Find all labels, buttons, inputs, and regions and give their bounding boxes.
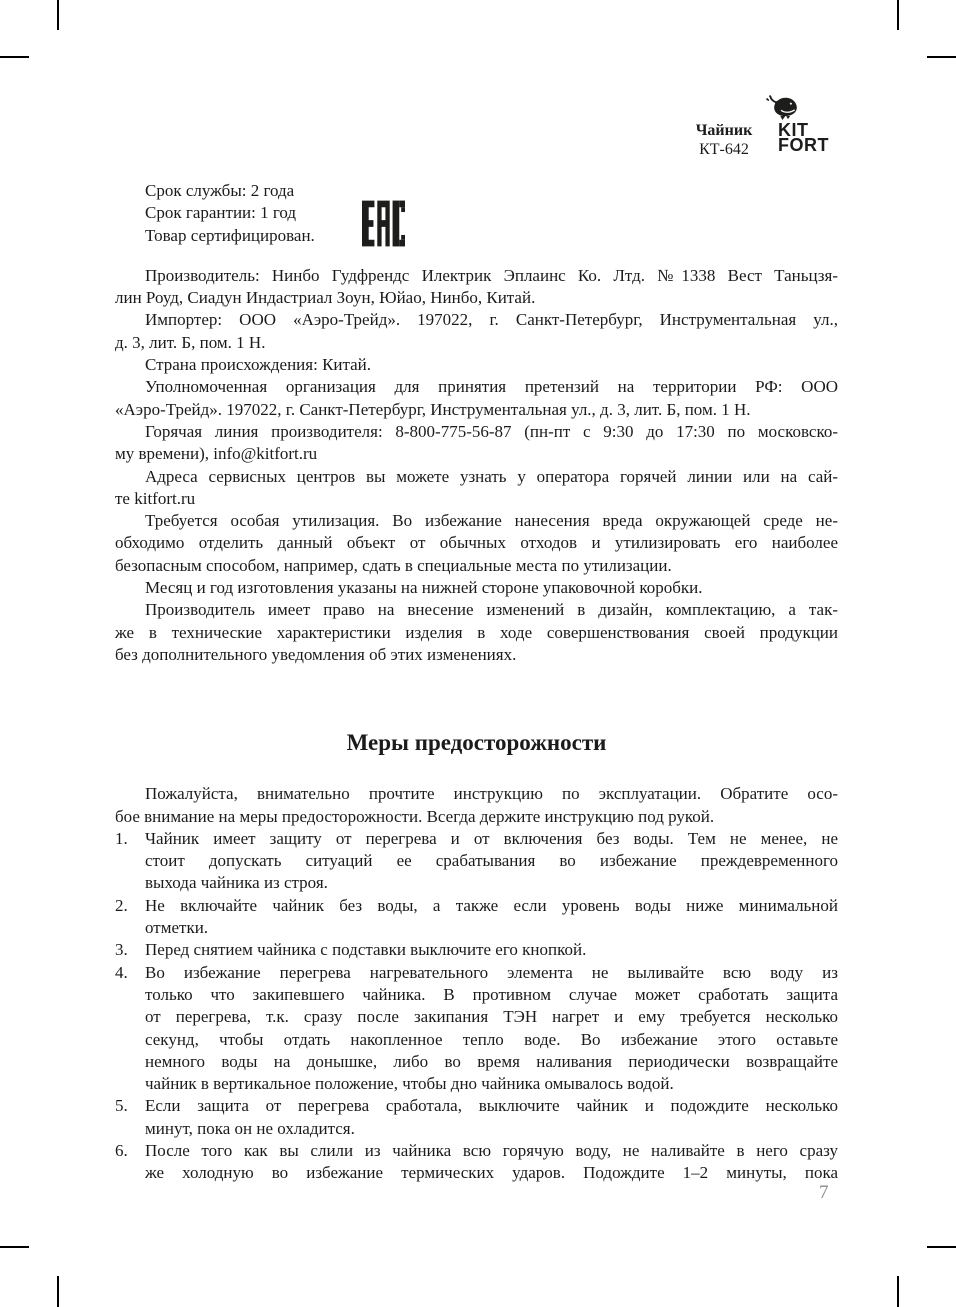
list-item-marker: 6. bbox=[115, 1140, 128, 1160]
list-item-line: Чайник имеет защиту от перегрева и от включения без воды. Тем не менее, не bbox=[145, 828, 838, 848]
precaution-item bbox=[115, 1140, 838, 1185]
list-item-line: отметки. bbox=[145, 918, 209, 938]
list-item-text bbox=[145, 1095, 838, 1140]
crop-mark-bottom-left-v bbox=[57, 1276, 59, 1307]
paragraph-line: Адреса сервисных центров вы можете узнать у оператора горячей линии или на сай- bbox=[145, 466, 838, 486]
paragraph-line: Импортер: ООО «Аэро-Трейд». 197022, г. Санкт-Петербург, Инструментальная ул., bbox=[145, 310, 838, 330]
list-item-line: После того как вы слили из чайника всю горячую воду, не наливайте в него сразу bbox=[145, 1140, 838, 1160]
paragraph-line: без дополнительного уведомления об этих изменениях. bbox=[115, 644, 517, 664]
intro-line: бое внимание на меры предосторожности. Всегда держите инструкцию под рукой. bbox=[115, 806, 715, 826]
paragraph bbox=[115, 510, 838, 577]
paragraph-line: Страна происхождения: Китай. bbox=[145, 355, 372, 375]
text-column bbox=[115, 180, 838, 1185]
crop-mark-top-left-v bbox=[57, 0, 59, 30]
list-item-line: от перегрева, т.к. сразу после закипания ТЭН нагрет и ему требуется несколько bbox=[145, 1007, 838, 1027]
list-item-text bbox=[145, 962, 838, 1096]
paragraph-line: те kitfort.ru bbox=[115, 488, 196, 508]
list-item-marker: 3. bbox=[115, 940, 128, 960]
list-item-line: минут, пока он не охладится. bbox=[145, 1118, 355, 1138]
paragraph bbox=[115, 599, 838, 666]
paragraph bbox=[115, 265, 838, 310]
list-item-text bbox=[145, 939, 838, 961]
paragraph-line: му времени), info@kitfort.ru bbox=[115, 444, 318, 464]
info-line: Товар сертифицирован. bbox=[145, 225, 315, 245]
brand-word-fort: FORT bbox=[778, 135, 829, 155]
paragraph-line: Производитель: Нинбо Гудфрендс Илектрик Эплаинс Ко. Лтд. №1338 Вест Таньцзя- bbox=[145, 265, 838, 285]
list-item-text bbox=[145, 1140, 838, 1185]
list-item-marker: 5. bbox=[115, 1096, 128, 1116]
info-line: Срок гарантии: 1 год bbox=[145, 203, 297, 223]
list-item-line: немного воды на донышке, либо во время наливания периодически возвращайте bbox=[145, 1051, 838, 1071]
paragraph-line: обходимо отделить данный объект от обычных отходов и утилизировать его наиболее bbox=[115, 533, 838, 553]
crop-mark-top-right-v bbox=[897, 0, 899, 30]
list-item-marker: 1. bbox=[115, 828, 128, 848]
list-item-line: Во избежание перегрева нагревательного элемента не выливайте всю воду из bbox=[145, 962, 838, 982]
paragraph-line: Месяц и год изготовления указаны на нижней стороне упаковочной коробки. bbox=[145, 578, 703, 598]
paragraph bbox=[115, 421, 838, 466]
precaution-item bbox=[115, 895, 838, 940]
crop-mark-top-right-h bbox=[927, 56, 956, 58]
brand-word-kit: KIT bbox=[778, 120, 809, 140]
list-item-line: Перед снятием чайника с подставки выключите его кнопкой. bbox=[145, 940, 587, 960]
list-item-line: же холодную во избежание термических ударов. Подождите 1–2 минуты, пока bbox=[145, 1163, 838, 1183]
crop-mark-bottom-right-h bbox=[927, 1246, 956, 1248]
product-name: Чайник bbox=[695, 122, 753, 139]
paragraph-line: д. 3, лит. Б, пом. 1 Н. bbox=[115, 332, 266, 352]
intro-line: Пожалуйста, внимательно прочтите инструкцию по эксплуатации. Обратите осо- bbox=[145, 784, 838, 804]
certification-info-block bbox=[115, 180, 838, 247]
paragraph-line: Производитель имеет право на внесение изменений в дизайн, комплектацию, а так- bbox=[145, 600, 838, 620]
product-title-block bbox=[688, 121, 760, 159]
precaution-item bbox=[115, 962, 838, 1096]
list-item-line: Если защита от перегрева сработала, выключите чайник и подождите несколько bbox=[145, 1096, 838, 1116]
paragraph bbox=[115, 577, 838, 599]
paragraph-line: же в технические характеристики изделия в ходе совершенствования своей продукции bbox=[115, 622, 838, 642]
precaution-item bbox=[115, 1095, 838, 1140]
list-item-line: секунд, чтобы отдать накопленное тепло воде. Во избежание этого оставьте bbox=[145, 1029, 838, 1049]
paragraph bbox=[115, 376, 838, 421]
precaution-item bbox=[115, 828, 838, 895]
list-item-line: чайник в вертикальное положение, чтобы дно чайника омывалось водой. bbox=[145, 1074, 674, 1094]
legal-info-paragraphs bbox=[115, 265, 838, 666]
paragraph-line: безопасным способом, например, сдать в специальные места по утилизации. bbox=[115, 555, 672, 575]
info-line: Срок службы: 2 года bbox=[145, 181, 295, 200]
paragraph-line: лин Роуд, Сиадун Индастриал Зоун, Юйао, Нинбо, Китай. bbox=[115, 288, 536, 308]
page-number: 7 bbox=[819, 1182, 829, 1203]
section-intro bbox=[115, 783, 838, 828]
list-item-marker: 2. bbox=[115, 895, 128, 915]
list-item-line: стоит допускать ситуаций ее срабатывания во избежание преждевременного bbox=[145, 851, 838, 871]
list-item-line: только что закипевшего чайника. В противном случае может сработать защита bbox=[145, 984, 838, 1004]
paragraph-line: Требуется особая утилизация. Во избежание нанесения вреда окружающей среде не- bbox=[145, 511, 838, 531]
list-item-text bbox=[145, 895, 838, 940]
paragraph-line: Горячая линия производителя: 8-800-775-56-87 (пн-пт с 9:30 до 17:30 по московско- bbox=[145, 421, 838, 441]
precaution-item bbox=[115, 939, 838, 961]
brand-wordmark bbox=[778, 120, 829, 155]
list-item-marker: 4. bbox=[115, 962, 128, 982]
precautions-list bbox=[115, 828, 838, 1185]
product-model: КТ-642 bbox=[699, 141, 749, 158]
paragraph-line: Уполномоченная организация для принятия претензий на территории РФ: ООО bbox=[145, 377, 838, 397]
paragraph bbox=[115, 309, 838, 354]
crop-mark-bottom-left-h bbox=[0, 1246, 29, 1248]
paragraph bbox=[115, 466, 838, 511]
crop-mark-bottom-right-v bbox=[897, 1276, 899, 1307]
list-item-line: Не включайте чайник без воды, а также если уровень воды ниже минимальной bbox=[145, 895, 838, 915]
paragraph-line: «Аэро-Трейд». 197022, г. Санкт-Петербург, Инструментальная ул., д. 3, лит. Б, пом. 1 Н. bbox=[115, 399, 751, 419]
list-item-text bbox=[145, 828, 838, 895]
crop-mark-top-left-h bbox=[0, 56, 29, 58]
section-title: Меры предосторожности bbox=[346, 730, 607, 756]
paragraph bbox=[115, 354, 838, 376]
list-item-line: выхода чайника из строя. bbox=[145, 873, 328, 893]
